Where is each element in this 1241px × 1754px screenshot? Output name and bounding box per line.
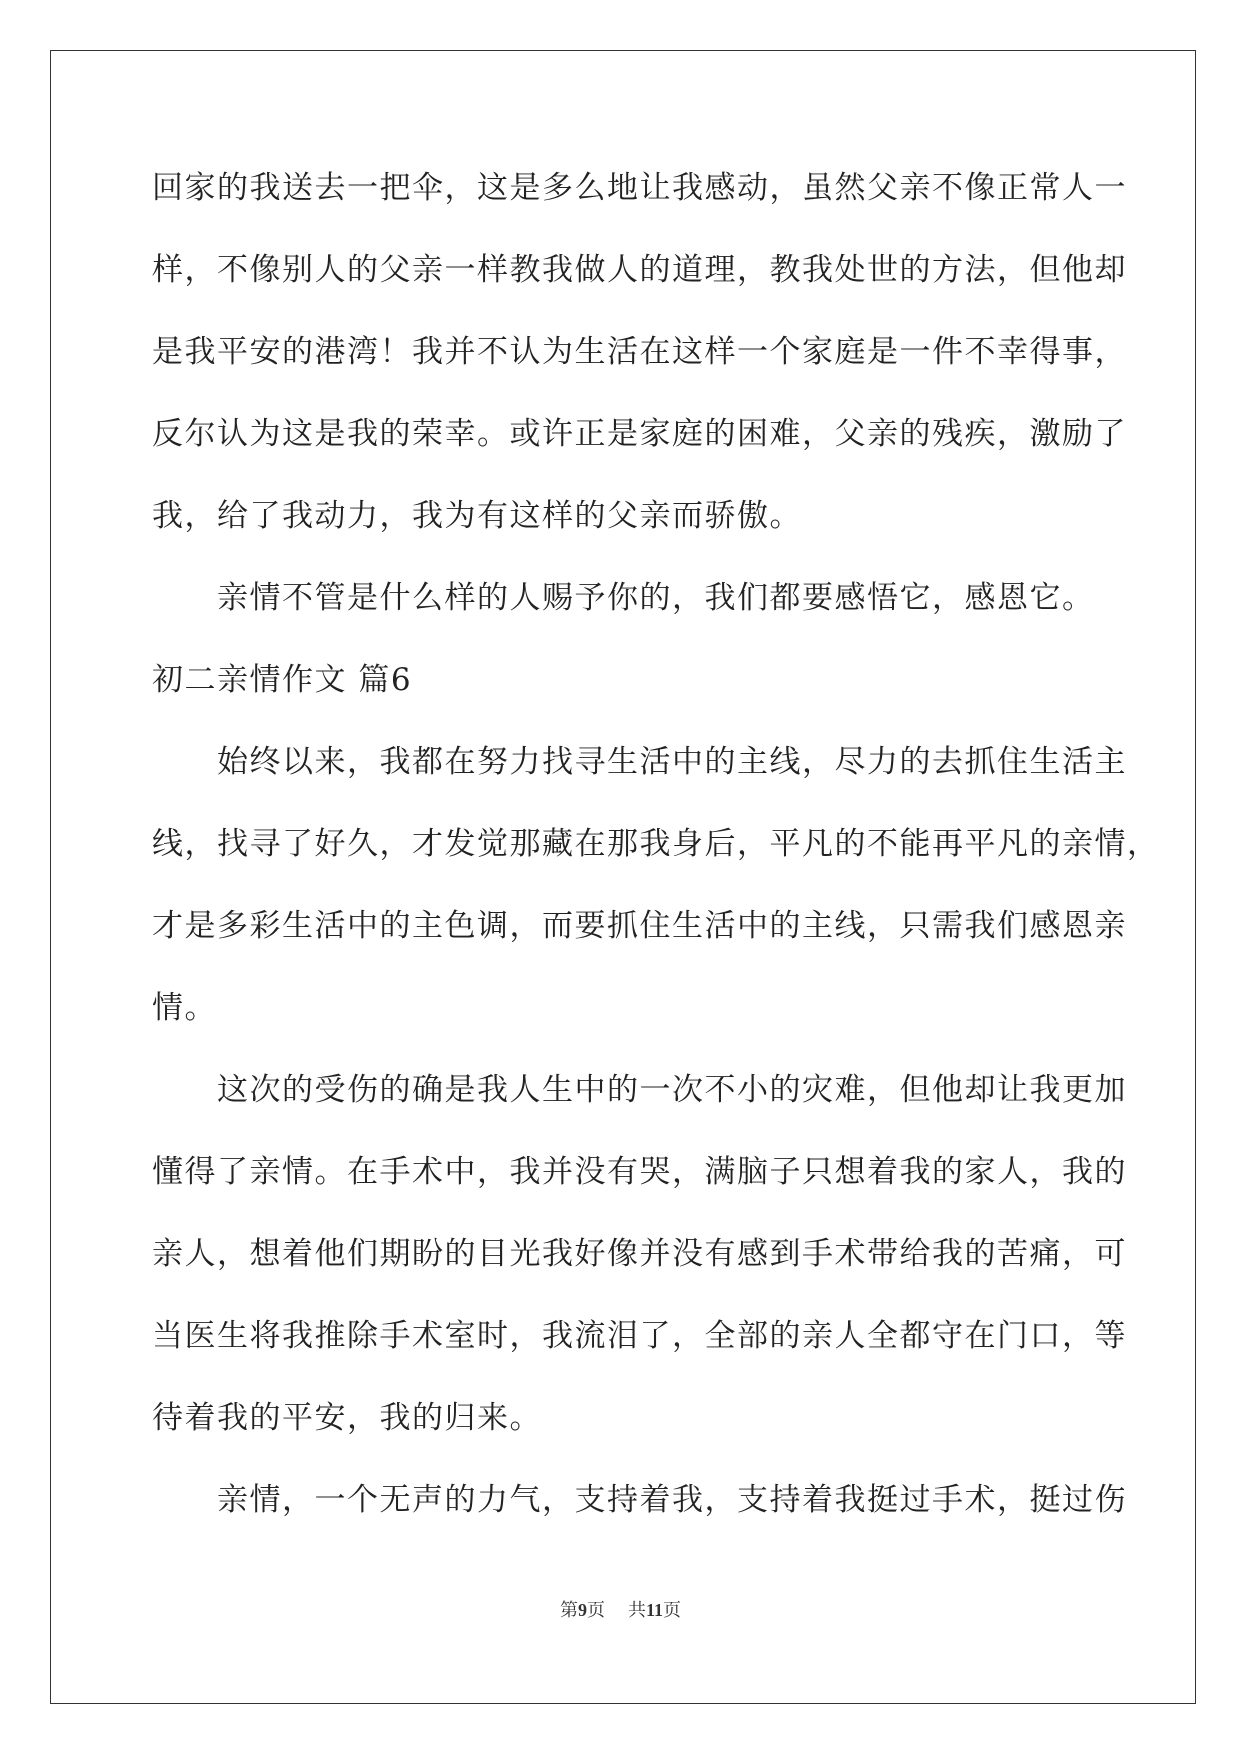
text-line-4: 反尔认为这是我的荣幸。或许正是家庭的困难，父亲的残疾，激励了 bbox=[152, 416, 1127, 452]
text-line-17: 亲情，一个无声的力气，支持着我，支持着我挺过手术，挺过伤 bbox=[152, 1482, 1127, 1518]
page-suffix: 页 bbox=[587, 1600, 606, 1621]
text-line-1: 回家的我送去一把伞，这是多么地让我感动，虽然父亲不像正常人一 bbox=[152, 170, 1127, 206]
text-line-13: 懂得了亲情。在手术中，我并没有哭，满脑子只想着我的家人，我的 bbox=[152, 1154, 1127, 1190]
page-number: 9 bbox=[578, 1600, 588, 1620]
text-line-12: 这次的受伤的确是我人生中的一次不小的灾难，但他却让我更加 bbox=[152, 1072, 1127, 1108]
text-line-10: 才是多彩生活中的主色调，而要抓住生活中的主线，只需我们感恩亲 bbox=[152, 908, 1127, 944]
text-line-5: 我，给了我动力，我为有这样的父亲而骄傲。 bbox=[152, 498, 802, 534]
text-line-9: 线，找寻了好久，才发觉那藏在那我身后，平凡的不能再平凡的亲情， bbox=[152, 826, 1160, 862]
total-prefix: 共 bbox=[627, 1600, 646, 1621]
text-line-14: 亲人，想着他们期盼的目光我好像并没有感到手术带给我的苦痛，可 bbox=[152, 1236, 1127, 1272]
text-line-2: 样，不像别人的父亲一样教我做人的道理，教我处世的方法，但他却 bbox=[152, 252, 1127, 288]
page-footer bbox=[0, 1598, 1241, 1623]
text-line-8: 始终以来，我都在努力找寻生活中的主线，尽力的去抓住生活主 bbox=[152, 744, 1127, 780]
total-pages: 11 bbox=[645, 1600, 663, 1620]
page-prefix: 第 bbox=[560, 1600, 579, 1621]
text-line-16: 待着我的平安，我的归来。 bbox=[152, 1400, 542, 1436]
text-line-11: 情。 bbox=[152, 990, 217, 1026]
section-heading: 初二亲情作文 篇6 bbox=[152, 662, 413, 698]
text-line-15: 当医生将我推除手术室时，我流泪了，全部的亲人全都守在门口，等 bbox=[152, 1318, 1127, 1354]
text-line-6: 亲情不管是什么样的人赐予你的，我们都要感悟它，感恩它。 bbox=[152, 580, 1095, 616]
text-line-3: 是我平安的港湾！我并不认为生活在这样一个家庭是一件不幸得事， bbox=[152, 334, 1127, 370]
total-suffix: 页 bbox=[662, 1600, 681, 1621]
